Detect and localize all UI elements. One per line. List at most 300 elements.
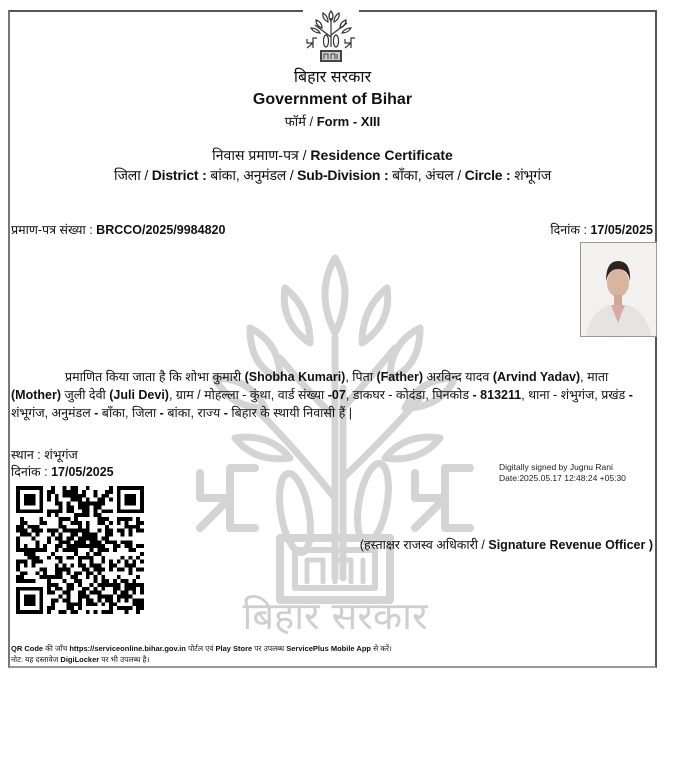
qr-module	[47, 498, 51, 502]
qr-module	[16, 567, 20, 571]
qr-module	[59, 556, 63, 560]
qr-module	[39, 529, 43, 533]
qr-module	[121, 591, 125, 595]
statement-part: -	[159, 406, 164, 420]
qr-module	[43, 571, 47, 575]
qr-module	[97, 564, 101, 568]
signature-label-english: Signature Revenue Officer )	[488, 538, 653, 552]
qr-module	[70, 529, 74, 533]
qr-module	[55, 513, 59, 517]
qr-module	[117, 529, 121, 533]
qr-module	[86, 513, 90, 517]
qr-module	[59, 571, 63, 575]
qr-module	[128, 533, 132, 537]
qr-module	[128, 571, 132, 575]
issue-date	[550, 222, 653, 238]
qr-module	[82, 556, 86, 560]
qr-module	[51, 533, 55, 537]
qr-module	[47, 575, 51, 579]
qr-module	[86, 533, 90, 537]
qr-module	[16, 540, 20, 544]
note-part: DigiLocker	[60, 655, 100, 664]
qr-module	[74, 575, 78, 579]
qr-module	[94, 579, 98, 583]
cert-title-english: Residence Certificate	[310, 147, 453, 163]
qr-module	[82, 536, 86, 540]
statement-part: शंभूगंज, अनुमंडल	[11, 406, 95, 420]
qr-module	[101, 602, 105, 606]
qr-module	[55, 598, 59, 602]
qr-module	[132, 525, 136, 529]
qr-module	[51, 598, 55, 602]
qr-module	[70, 587, 74, 591]
qr-module	[16, 564, 20, 568]
qr-module	[51, 529, 55, 533]
qr-module	[94, 494, 98, 498]
qr-module	[121, 540, 125, 544]
qr-module	[105, 540, 109, 544]
qr-module	[24, 560, 28, 564]
qr-module	[63, 490, 67, 494]
qr-module	[97, 517, 101, 521]
qr-module	[125, 544, 129, 548]
jurisdiction-line	[8, 166, 657, 184]
qr-module	[59, 560, 63, 564]
qr-module	[70, 498, 74, 502]
statement-part: , ग्राम / मोहल्ला - कुंथा, वार्ड संख्या	[168, 388, 328, 402]
certificate-title	[8, 146, 657, 164]
qr-module	[59, 521, 63, 525]
qr-module	[136, 602, 140, 606]
qr-module	[70, 521, 74, 525]
subdiv-value: बाँका,	[392, 167, 426, 183]
qr-verification-note	[11, 643, 392, 654]
father-name-english: (Arvind Yadav)	[492, 370, 581, 384]
qr-module	[101, 502, 105, 506]
qr-module	[86, 521, 90, 525]
qr-finder-pattern	[125, 494, 137, 506]
qr-module	[94, 587, 98, 591]
qr-module	[66, 509, 70, 513]
qr-module	[128, 606, 132, 610]
applicant-photo	[580, 242, 657, 337]
qr-module	[125, 606, 129, 610]
qr-module	[82, 529, 86, 533]
qr-module	[47, 579, 51, 583]
qr-module	[24, 544, 28, 548]
qr-module	[94, 490, 98, 494]
qr-module	[125, 598, 129, 602]
qr-module	[132, 591, 136, 595]
qr-module	[70, 533, 74, 537]
qr-module	[121, 529, 125, 533]
place	[11, 447, 78, 463]
qr-module	[113, 579, 117, 583]
qr-module	[55, 564, 59, 568]
qr-module	[20, 548, 24, 552]
qr-module	[78, 544, 82, 548]
qr-module	[97, 529, 101, 533]
qr-module	[132, 564, 136, 568]
qr-module	[113, 602, 117, 606]
qr-module	[86, 598, 90, 602]
qr-module	[66, 556, 70, 560]
statement-part: -	[223, 406, 228, 420]
qr-module	[51, 490, 55, 494]
qr-module	[78, 560, 82, 564]
qr-module	[82, 490, 86, 494]
qr-module	[70, 544, 74, 548]
qr-module	[78, 498, 82, 502]
qr-module	[105, 595, 109, 599]
qr-module	[66, 606, 70, 610]
qr-module	[74, 552, 78, 556]
qr-module	[59, 525, 63, 529]
qr-module	[109, 560, 113, 564]
qr-module	[136, 556, 140, 560]
qr-module	[55, 544, 59, 548]
qr-module	[59, 505, 63, 509]
note-part: से करें।	[370, 644, 392, 653]
qr-module	[82, 591, 86, 595]
qr-module	[78, 521, 82, 525]
qr-module	[109, 606, 113, 610]
qr-module	[66, 517, 70, 521]
qr-module	[109, 490, 113, 494]
qr-module	[47, 536, 51, 540]
qr-module	[82, 587, 86, 591]
qr-module	[132, 548, 136, 552]
qr-module	[109, 498, 113, 502]
qr-module	[132, 587, 136, 591]
qr-module	[82, 533, 86, 537]
qr-module	[113, 564, 117, 568]
qr-module	[59, 610, 63, 614]
form-label-hindi: फॉर्म /	[284, 114, 317, 129]
qr-module	[117, 575, 121, 579]
qr-module	[101, 567, 105, 571]
qr-module	[74, 602, 78, 606]
qr-module	[28, 556, 32, 560]
certificate-number	[11, 222, 225, 238]
qr-module	[47, 583, 51, 587]
qr-module	[35, 560, 39, 564]
qr-module	[47, 509, 51, 513]
qr-module	[86, 486, 90, 490]
qr-module	[55, 494, 59, 498]
qr-module	[82, 595, 86, 599]
qr-module	[59, 533, 63, 537]
qr-module	[43, 548, 47, 552]
watermark-text: बिहार सरकार	[242, 594, 428, 638]
qr-module	[51, 591, 55, 595]
qr-module	[74, 571, 78, 575]
qr-module	[66, 587, 70, 591]
qr-module	[113, 587, 117, 591]
qr-module	[66, 490, 70, 494]
qr-module	[16, 544, 20, 548]
qr-module	[94, 610, 98, 614]
qr-module	[128, 544, 132, 548]
qr-module	[59, 540, 63, 544]
qr-module	[78, 502, 82, 506]
qr-module	[132, 583, 136, 587]
digilocker-note	[11, 654, 392, 665]
qr-module	[128, 595, 132, 599]
qr-module	[51, 509, 55, 513]
qr-module	[105, 529, 109, 533]
qr-module	[90, 502, 94, 506]
govt-title-hindi: बिहार सरकार	[293, 69, 372, 86]
qr-module	[86, 556, 90, 560]
qr-module	[16, 548, 20, 552]
mother-name-english: (Juli Devi)	[109, 388, 169, 402]
qr-module	[63, 567, 67, 571]
qr-module	[136, 567, 140, 571]
qr-module	[32, 579, 36, 583]
qr-module	[86, 509, 90, 513]
qr-module	[20, 521, 24, 525]
qr-module	[101, 517, 105, 521]
qr-module	[90, 556, 94, 560]
qr-module	[59, 502, 63, 506]
qr-module	[86, 552, 90, 556]
qr-module	[63, 579, 67, 583]
qr-module	[24, 571, 28, 575]
note-part: पोर्टल एवं	[185, 644, 216, 653]
qr-module	[47, 513, 51, 517]
qr-module	[78, 595, 82, 599]
qr-module	[86, 567, 90, 571]
qr-module	[35, 540, 39, 544]
qr-module	[66, 602, 70, 606]
qr-module	[125, 583, 129, 587]
issue-date-label: दिनांक :	[550, 223, 591, 237]
qr-module	[121, 579, 125, 583]
qr-module	[94, 575, 98, 579]
qr-module	[117, 606, 121, 610]
qr-module	[86, 502, 90, 506]
qr-module	[86, 544, 90, 548]
qr-module	[78, 540, 82, 544]
qr-module	[70, 505, 74, 509]
qr-module	[70, 583, 74, 587]
qr-module	[117, 521, 121, 525]
qr-module	[94, 602, 98, 606]
qr-module	[101, 595, 105, 599]
qr-module	[97, 498, 101, 502]
qr-module	[78, 556, 82, 560]
qr-module	[97, 548, 101, 552]
qr-module	[78, 529, 82, 533]
qr-module	[97, 502, 101, 506]
qr-module	[94, 567, 98, 571]
qr-module	[132, 560, 136, 564]
qr-module	[140, 560, 144, 564]
statement-part: बिहार के स्थायी निवासी हैं |	[227, 406, 352, 420]
qr-module	[16, 536, 20, 540]
qr-module	[136, 598, 140, 602]
qr-module	[128, 564, 132, 568]
qr-module	[121, 595, 125, 599]
qr-module	[97, 567, 101, 571]
qr-module	[121, 533, 125, 537]
qr-module	[94, 513, 98, 517]
qr-module	[101, 587, 105, 591]
qr-module	[55, 548, 59, 552]
qr-module	[90, 533, 94, 537]
qr-module	[47, 494, 51, 498]
qr-module	[47, 556, 51, 560]
qr-module	[55, 571, 59, 575]
qr-module	[94, 533, 98, 537]
qr-module	[63, 564, 67, 568]
qr-module	[66, 567, 70, 571]
qr-module	[63, 517, 67, 521]
qr-module	[105, 490, 109, 494]
qr-module	[66, 571, 70, 575]
qr-module	[140, 587, 144, 591]
qr-module	[86, 505, 90, 509]
form-number	[8, 113, 657, 131]
qr-module	[32, 548, 36, 552]
qr-module	[117, 587, 121, 591]
qr-module	[128, 548, 132, 552]
qr-module	[105, 536, 109, 540]
qr-module	[59, 567, 63, 571]
qr-module	[51, 583, 55, 587]
qr-module	[78, 598, 82, 602]
qr-module	[136, 583, 140, 587]
sign-date-value: 17/05/2025	[51, 465, 114, 479]
issue-date-value: 17/05/2025	[590, 223, 653, 237]
qr-module	[39, 521, 43, 525]
qr-module	[24, 548, 28, 552]
footer-notes	[11, 643, 392, 665]
qr-module	[43, 567, 47, 571]
qr-module	[90, 564, 94, 568]
qr-module	[63, 486, 67, 490]
qr-module	[39, 575, 43, 579]
qr-module	[97, 521, 101, 525]
qr-module	[43, 521, 47, 525]
qr-module	[113, 544, 117, 548]
qr-module	[109, 583, 113, 587]
qr-module	[117, 560, 121, 564]
qr-module	[59, 587, 63, 591]
qr-module	[86, 575, 90, 579]
qr-module	[140, 598, 144, 602]
qr-module	[74, 517, 78, 521]
qr-module	[90, 602, 94, 606]
qr-module	[86, 571, 90, 575]
qr-module	[20, 533, 24, 537]
qr-module	[113, 548, 117, 552]
qr-module	[86, 602, 90, 606]
qr-module	[117, 567, 121, 571]
qr-module	[59, 595, 63, 599]
note-part: पर उपलब्ध	[252, 644, 287, 653]
qr-module	[32, 529, 36, 533]
qr-module	[70, 509, 74, 513]
qr-module	[28, 548, 32, 552]
qr-module	[16, 575, 20, 579]
qr-module	[101, 494, 105, 498]
circle-value: शंभूगंज	[514, 167, 552, 183]
qr-module	[66, 494, 70, 498]
subdiv-label-hindi: अनुमंडल /	[243, 167, 298, 183]
qr-module	[35, 525, 39, 529]
qr-module	[86, 529, 90, 533]
qr-module	[94, 591, 98, 595]
qr-module	[63, 610, 67, 614]
qr-module	[82, 509, 86, 513]
qr-module	[113, 540, 117, 544]
qr-module	[94, 509, 98, 513]
qr-module	[109, 521, 113, 525]
qr-module	[82, 513, 86, 517]
qr-module	[136, 521, 140, 525]
statement-part: , डाकघर - कोदंडा, पिनकोड	[345, 388, 473, 402]
qr-module	[140, 544, 144, 548]
qr-module	[74, 579, 78, 583]
statement-part: जुली देवी	[61, 388, 110, 402]
qr-module	[35, 533, 39, 537]
qr-module	[117, 595, 121, 599]
qr-finder-pattern	[24, 595, 36, 607]
qr-module	[47, 591, 51, 595]
applicant-name-english: (Shobha Kumari)	[244, 370, 346, 384]
qr-module	[128, 529, 132, 533]
qr-module	[125, 540, 129, 544]
qr-module	[109, 564, 113, 568]
qr-module	[20, 560, 24, 564]
verification-link[interactable]: https://serviceonline.bihar.gov.in	[69, 644, 186, 653]
qr-module	[43, 544, 47, 548]
qr-module	[125, 564, 129, 568]
qr-module	[32, 560, 36, 564]
qr-module	[97, 591, 101, 595]
qr-module	[125, 587, 129, 591]
qr-module	[78, 571, 82, 575]
qr-module	[74, 540, 78, 544]
qr-module	[97, 552, 101, 556]
qr-module	[105, 533, 109, 537]
qr-module	[28, 533, 32, 537]
qr-module	[47, 606, 51, 610]
qr-module	[35, 529, 39, 533]
qr-module	[74, 498, 78, 502]
qr-module	[63, 540, 67, 544]
qr-module	[125, 517, 129, 521]
sign-date	[11, 464, 114, 480]
qr-module	[101, 521, 105, 525]
qr-module	[113, 583, 117, 587]
qr-code[interactable]	[15, 486, 145, 614]
qr-module	[55, 502, 59, 506]
qr-module	[24, 564, 28, 568]
qr-module	[105, 509, 109, 513]
qr-module	[78, 564, 82, 568]
qr-module	[82, 544, 86, 548]
qr-module	[86, 610, 90, 614]
qr-module	[39, 517, 43, 521]
qr-module	[140, 521, 144, 525]
qr-module	[55, 556, 59, 560]
place-label: स्थान :	[11, 448, 45, 462]
qr-module	[105, 583, 109, 587]
qr-module	[97, 598, 101, 602]
